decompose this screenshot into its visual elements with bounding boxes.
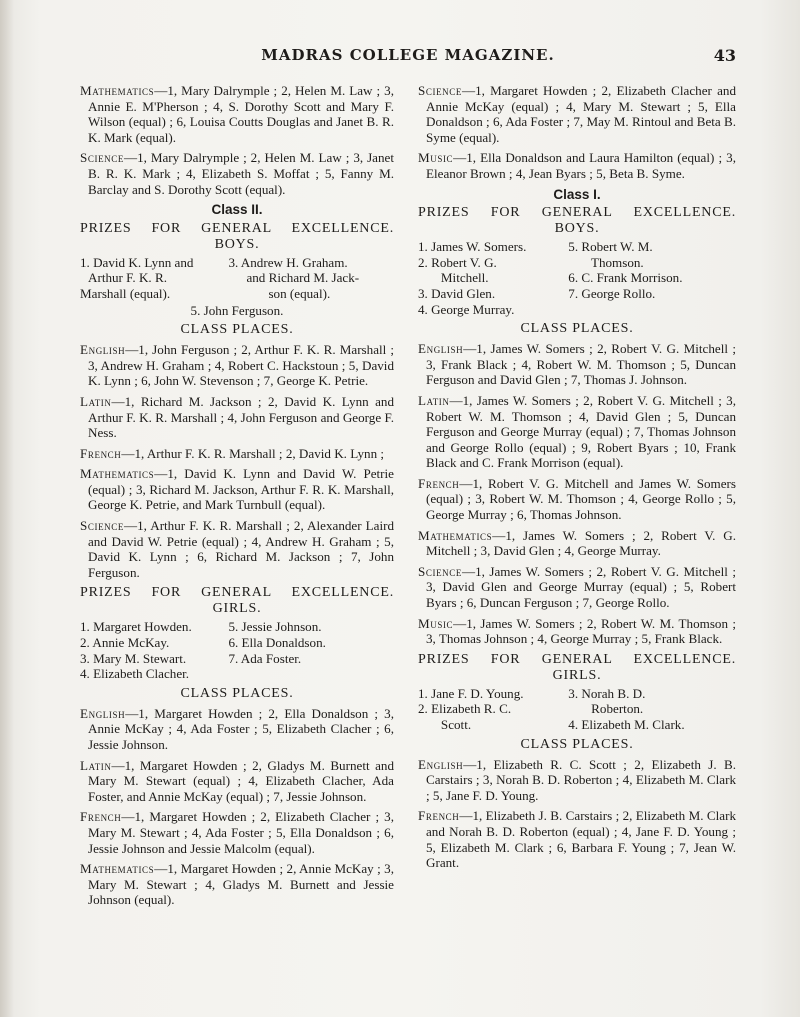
prizes-heading: PRIZES FOR GENERAL EXCELLENCE. [418,651,736,667]
left-column [80,83,394,913]
list-item: 2. Robert V. G. [418,254,497,270]
prize-paragraph [80,466,394,513]
subject-label: French [418,475,460,491]
list-item [568,302,740,318]
subject-label: Mathematics [80,83,155,98]
subject-label: Science [80,150,124,166]
list-item: Scott. [418,717,472,732]
list-item: 5. John Ferguson. [190,302,284,318]
subject-label: English [80,705,126,721]
prize-paragraph [418,476,736,523]
list-item: Thomson. [568,254,644,270]
prize-paragraph [80,706,394,753]
class-heading: Class II. [211,202,263,218]
prize-paragraph [418,757,736,804]
subject-results: —1, Margaret Howden ; 2, Elizabeth Clacher ; 3, Mary M. Stewart ; 4, Ada Foster ; 5, Ella Donaldson ; 6, Jessie Johnson and Jessie Malcolm (equal). [88,809,394,856]
subject-results: —1, James W. Somers ; 2, Robert W. M. Thomson ; 3, Thomas Johnson ; 4, George Murray ; 5, Frank Black. [426,615,736,647]
subject-results: —1, Arthur F. K. R. Marshall ; 2, Alexander Laird and David W. Petrie (equal) ; 4, Andrew H. Graham ; 5, David K. Lynn ; 6, Richard M. Jackson ; 7, John Ferguson. [88,518,394,580]
list-item: Roberton. [568,701,644,717]
prize-paragraph [80,83,394,145]
prizes-heading: PRIZES FOR GENERAL EXCELLENCE. [80,220,394,236]
page-header [80,46,736,70]
subject-label: Mathematics [80,861,155,877]
list-item: 1. David K. Lynn and [80,254,194,270]
subject-results: —1, David K. Lynn and David W. Petrie (equal) ; 3, Richard M. Jackson, Arthur F. R. K. Marshall, George K. Petrie, and Mark Turnbull (equal). [88,466,394,513]
list-item: 4. Elizabeth Clacher. [80,666,190,682]
subject-label: Latin [80,393,112,409]
list-item: 4. Elizabeth M. Clark. [568,717,685,732]
right-column [418,83,736,876]
prize-paragraph [418,808,736,870]
prize-paragraph [418,341,736,388]
list-item: 3. Andrew H. Graham. [228,254,348,270]
subject-label: English [418,341,464,357]
list-item: 6. C. Frank Morrison. [568,270,683,286]
subject-results: —1, Elizabeth J. B. Carstairs ; 2, Elizabeth M. Clark and Norah B. D. Roberton (equal) ; 4, Jane F. D. Young ; 5, Elizabeth M. Clark ; 6, Barbara F. Young ; 7, Jean W. Grant. [426,808,736,871]
list-item: 3. Norah B. D. [568,685,646,701]
prize-paragraph [418,528,736,559]
subject-label: Science [80,518,124,534]
magazine-title: MADRAS COLLEGE MAGAZINE. [261,46,555,64]
subject-results: —1, Margaret Howden ; 2, Gladys M. Burnett and Mary M. Stewart (equal) ; 4, Elizabeth Clacher, Ada Foster, and Annie McKay (equal) ; 7, Jessie Johnson. [88,757,394,804]
list-item: 6. Ella Donaldson. [228,635,326,651]
prize-paragraph [80,518,394,580]
subject-results: —1, James W. Somers ; 2, Robert V. G. Mitchell ; 3, David Glen ; 4, George Murray. [426,527,736,559]
prize-paragraph [418,150,736,181]
subject-results: —1, Richard M. Jackson ; 2, David K. Lynn and Arthur F. K. R. Marshall ; 4, John Ferguson and George F. Ness. [88,393,394,441]
prize-paragraph [80,758,394,805]
list-item: 1. Jane F. D. Young. [418,685,524,701]
prize-paragraph [80,150,394,197]
prize-paragraph [418,393,736,471]
girls-prize-list [80,619,394,681]
subject-results: —1, James W. Somers ; 2, Robert V. G. Mitchell ; 3, David Glen and George Murray (equal) ; 5, Robert Byars ; 6, Duncan Ferguson ; 7, George Rollo. [426,563,736,611]
subject-results: —1, James W. Somers ; 2, Robert V. G. Mitchell ; 3, Frank Black ; 4, Robert W. M. Thomson ; 5, Duncan Ferguson and David Glen ; 7, Thomas J. Johnson. [426,341,736,388]
subject-results: —1, James W. Somers ; 2, Robert V. G. Mitchell ; 3, Robert W. M. Thomson ; 4, David Glen ; 5, Duncan Ferguson and George Murray (equal) ; 7, Thomas Johnson and George Rollo (equal) ; 9, Robert Byars ; 10, Frank Black and C. Frank Morrison (equal). [426,392,736,471]
class-places-heading: CLASS PLACES. [180,685,294,701]
list-item: 7. Ada Foster. [228,650,302,666]
subject-label: Latin [418,392,450,408]
list-item: Marshall (equal). [80,285,171,301]
girls-prize-list [418,686,736,733]
subject-results: —1, Margaret Howden ; 2, Elizabeth Clacher and Annie McKay (equal) ; 4, Mary M. Stewart ; 5, Ella Donaldson ; 6, Ada Foster ; 7, May M. Rintoul and Beta B. Syme (equal). [426,83,736,145]
list-item: 7. George Rollo. [568,285,656,301]
list-item: 1. Margaret Howden. [80,619,192,635]
subject-label: Latin [80,757,112,773]
prize-paragraph [418,564,736,611]
list-item: 5. Jessie Johnson. [228,619,322,635]
prize-paragraph [418,83,736,145]
prize-paragraph [80,861,394,908]
list-item: Arthur F. K. R. [88,270,167,286]
prize-paragraph [80,809,394,856]
list-item: 5. Robert W. M. [568,239,653,255]
boys-prize-list [418,239,736,317]
subject-label: French [418,808,460,824]
list-item: Mitchell. [418,270,489,286]
page-number: 43 [713,46,736,65]
subject-results: —1, Robert V. G. Mitchell and James W. Somers (equal) ; 3, Robert W. M. Thomson ; 4, George Rollo ; 5, George Murray ; 6, Thomas Johnson. [426,475,736,523]
list-item: son (equal). [268,285,331,301]
girls-heading: GIRLS. [552,667,602,683]
class-heading: Class I. [553,186,601,202]
prize-paragraph [418,616,736,647]
class-places-heading: CLASS PLACES. [520,321,634,337]
subject-results: —1, John Ferguson ; 2, Arthur F. K. R. Marshall ; 3, Andrew H. Graham ; 4, Robert C. Hackstoun ; 5, David K. Lynn ; 6, John W. Stevenson ; 7, George K. Petrie. [88,342,394,389]
subject-results: —1, Margaret Howden ; 2, Ella Donaldson ; 3, Annie McKay ; 4, Ada Foster ; 5, Elizabeth Clacher ; 6, Jessie Johnson. [88,705,394,752]
subject-results: —1, Arthur F. K. R. Marshall ; 2, David K. Lynn ; [121,445,385,461]
page-fold-shadow [0,0,14,1017]
boys-heading: BOYS. [554,221,600,237]
prize-paragraph [80,394,394,441]
subject-label: Music [418,150,454,166]
prize-paragraph [80,342,394,389]
subject-label: Mathematics [80,466,155,482]
prizes-heading: PRIZES FOR GENERAL EXCELLENCE. [80,585,394,601]
prizes-heading: PRIZES FOR GENERAL EXCELLENCE. [418,205,736,221]
list-item: and Richard M. Jack- [246,270,360,286]
list-item: 4. George Murray. [418,301,515,317]
list-item: 3. David Glen. [418,285,496,301]
list-item: 2. Annie McKay. [80,635,170,651]
subject-label: French [80,809,122,825]
list-item: 1. James W. Somers. [418,239,527,255]
subject-results: —1, Elizabeth R. C. Scott ; 2, Elizabeth J. B. Carstairs ; 3, Norah B. D. Roberton ; 4, Elizabeth M. Clark ; 5, Jane F. D. Young. [426,756,736,803]
girls-heading: GIRLS. [212,601,262,617]
subject-label: English [80,342,126,358]
class-places-heading: CLASS PLACES. [180,322,294,338]
subject-label: French [80,445,122,461]
subject-label: Science [418,83,462,98]
boys-prize-list [80,255,394,302]
subject-label: English [418,756,464,772]
boys-heading: BOYS. [214,236,260,252]
list-item: 2. Elizabeth R. C. [418,701,512,717]
list-item [228,666,398,682]
subject-results: —1, Mary Dalrymple ; 2, Helen M. Law ; 3, Janet B. R. K. Mark ; 4, Elizabeth S. Moffat ; 5, Fanny M. Barclay and S. Dorothy Scott (equal). [88,150,394,197]
subject-label: Science [418,563,462,579]
class-places-heading: CLASS PLACES. [520,736,634,752]
subject-results: —1, Mary Dalrymple ; 2, Helen M. Law ; 3, Annie E. M'Pherson ; 4, S. Dorothy Scott and Mary F. Wilson (equal) ; 6, Louisa Coutts Douglas and Janet B. R. K. Mark (equal). [88,83,394,145]
prize-paragraph [80,446,394,462]
subject-label: Mathematics [418,527,493,543]
subject-label: Music [418,615,454,631]
subject-results: —1, Margaret Howden ; 2, Annie McKay ; 3, Mary M. Stewart ; 4, Gladys M. Burnett and Jessie Johnson (equal). [88,861,394,908]
list-item: 3. Mary M. Stewart. [80,650,187,666]
subject-results: —1, Ella Donaldson and Laura Hamilton (equal) ; 3, Eleanor Brown ; 4, Jean Byars ; 5, Beta B. Syme. [426,150,736,181]
